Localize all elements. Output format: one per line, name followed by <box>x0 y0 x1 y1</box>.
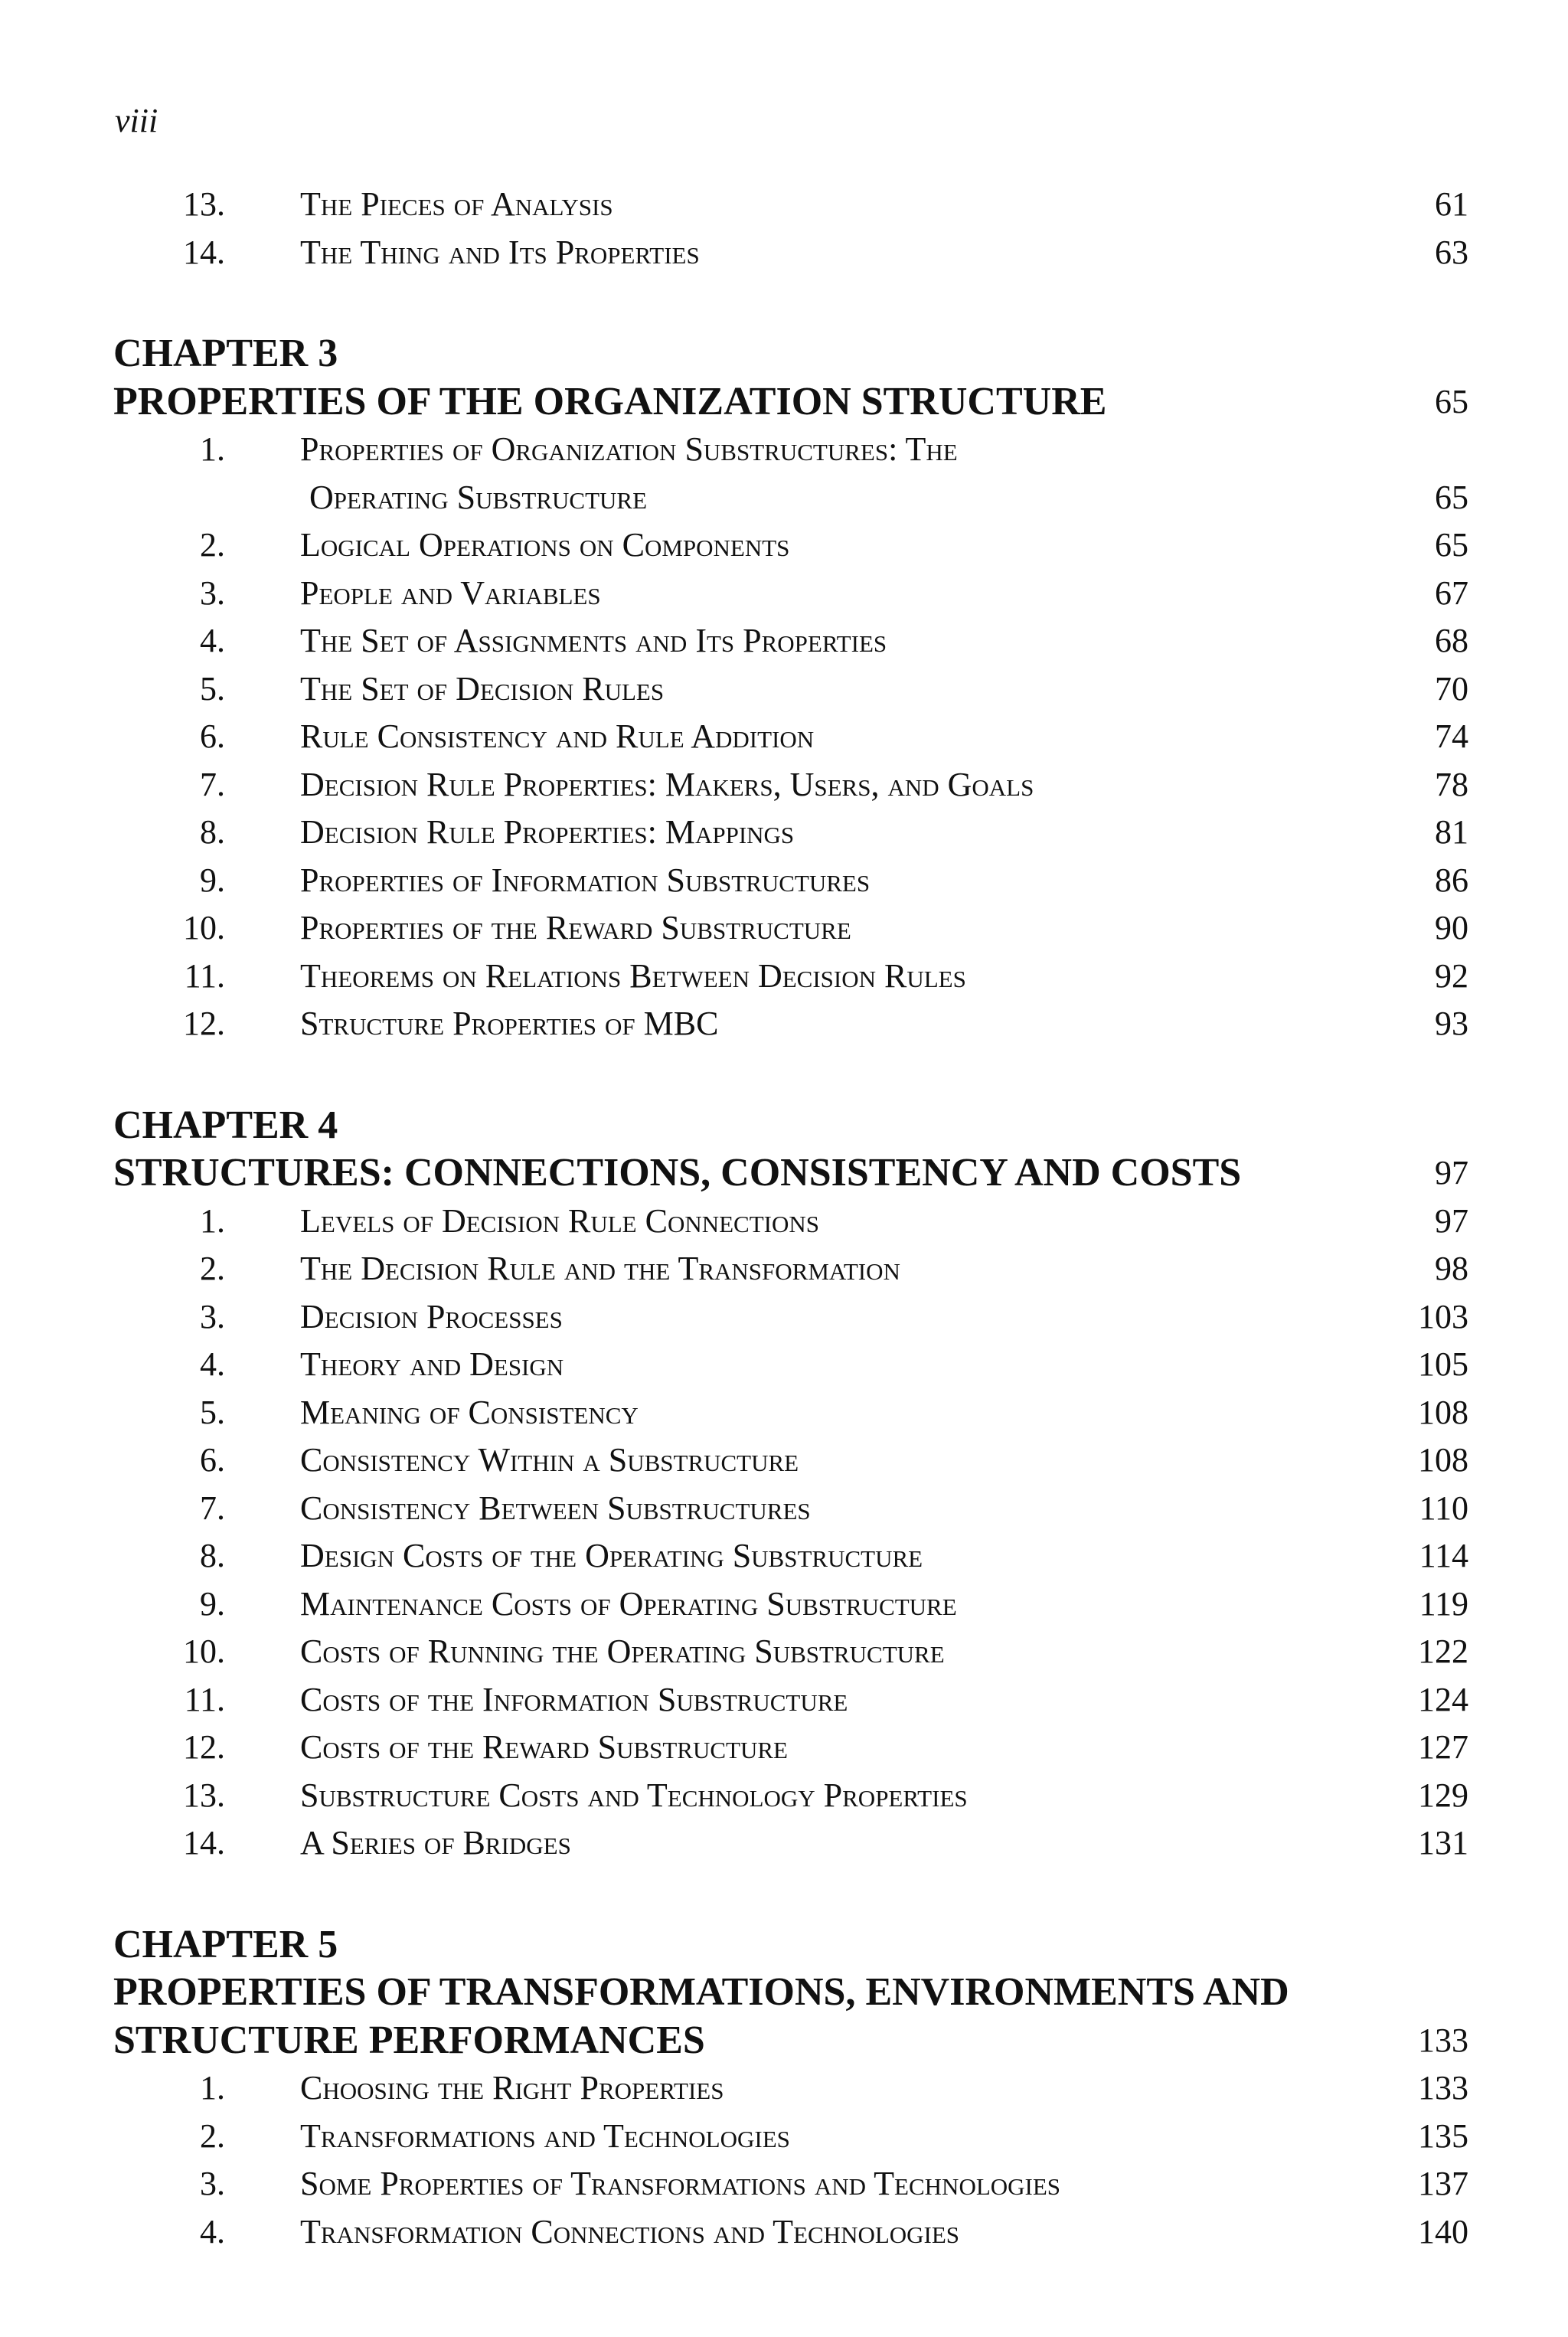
entry-number: 2. <box>200 2116 225 2155</box>
toc-entry <box>0 1485 1568 1532</box>
entry-page-number: 129 <box>1418 1776 1468 1814</box>
entry-title: People and Variables <box>300 574 601 612</box>
toc-entry <box>0 1772 1568 1819</box>
entry-title: Substructure Costs and Technology Properties <box>300 1776 968 1814</box>
entry-title: Consistency Within a Substructure <box>300 1441 799 1479</box>
entry-page-number: 63 <box>1435 233 1468 271</box>
chapter-label: CHAPTER 4 <box>113 1103 338 1147</box>
entry-page-number: 119 <box>1419 1584 1468 1623</box>
entry-page-number: 90 <box>1435 909 1468 946</box>
toc-entry <box>0 713 1568 760</box>
chapter-title-row <box>0 1969 1568 2016</box>
entry-page-number: 124 <box>1418 1680 1468 1718</box>
entry-title: Costs of the Reward Substructure <box>300 1728 788 1766</box>
entry-title: Rule Consistency and Rule Addition <box>300 717 815 755</box>
entry-page-number: 137 <box>1418 2165 1468 2202</box>
entry-title: The Thing and Its Properties <box>300 233 700 271</box>
entry-number: 6. <box>200 717 225 755</box>
chapter-title: STRUCTURES: CONNECTIONS, CONSISTENCY AND COSTS <box>113 1151 1242 1195</box>
entry-title: Transformation Connections and Technologies <box>300 2212 960 2250</box>
toc-entry <box>0 1389 1568 1437</box>
entry-page-number: 65 <box>1435 526 1468 564</box>
toc-entry <box>0 1628 1568 1675</box>
toc-entry <box>0 1293 1568 1341</box>
entry-title: Meaning of Consistency <box>300 1393 639 1431</box>
entry-page-number: 86 <box>1435 861 1468 899</box>
entry-number: 9. <box>200 1584 225 1623</box>
toc-entry <box>0 761 1568 809</box>
entry-number: 4. <box>200 622 225 659</box>
entry-number: 10. <box>183 1633 225 1670</box>
entry-number: 3. <box>200 574 225 612</box>
toc-entry <box>0 474 1568 521</box>
entry-page-number: 78 <box>1435 765 1468 803</box>
entry-number: 8. <box>200 813 225 851</box>
entry-title: Costs of the Information Substructure <box>300 1680 848 1718</box>
entry-page-number: 65 <box>1435 478 1468 516</box>
entry-page-number: 93 <box>1435 1005 1468 1042</box>
entry-title: Properties of the Reward Substructure <box>300 909 851 946</box>
entry-page-number: 81 <box>1435 813 1468 851</box>
toc-entry <box>0 1245 1568 1293</box>
entry-title: Transformations and Technologies <box>300 2116 790 2155</box>
entry-page-number: 135 <box>1418 2116 1468 2155</box>
entry-page-number: 127 <box>1418 1728 1468 1766</box>
entry-page-number: 70 <box>1435 669 1468 708</box>
page-folio: viii <box>115 102 158 139</box>
entry-page-number: 67 <box>1435 574 1468 612</box>
toc-entry <box>0 1437 1568 1484</box>
entry-title: Theory and Design <box>300 1345 564 1383</box>
entry-title: A Series of Bridges <box>300 1824 571 1861</box>
toc-entry <box>0 2064 1568 2112</box>
entry-page-number: 114 <box>1419 1537 1468 1574</box>
chapter-label-row <box>0 1921 1568 1969</box>
entry-number: 7. <box>200 1489 225 1527</box>
toc-entry <box>0 181 1568 228</box>
toc-entry <box>0 1000 1568 1048</box>
toc-entry <box>0 1819 1568 1867</box>
entry-page-number: 98 <box>1435 1250 1468 1287</box>
entry-page-number: 74 <box>1435 717 1468 755</box>
toc-entry <box>0 809 1568 856</box>
entry-title: The Pieces of Analysis <box>300 185 613 223</box>
toc-entry <box>0 904 1568 952</box>
entry-title: Maintenance Costs of Operating Substructure <box>300 1584 957 1623</box>
chapter-page-number: 65 <box>1435 382 1468 420</box>
chapter-label: CHAPTER 3 <box>113 332 338 375</box>
entry-number: 6. <box>200 1441 225 1479</box>
chapter-label-row <box>0 330 1568 378</box>
toc-entry <box>0 426 1568 473</box>
toc-entry <box>0 1676 1568 1724</box>
entry-title: Some Properties of Transformations and Technologies <box>300 2165 1061 2202</box>
entry-number: 3. <box>200 2165 225 2202</box>
toc-entry <box>0 1532 1568 1580</box>
entry-number: 3. <box>200 1297 225 1335</box>
toc-entry <box>0 2160 1568 2208</box>
toc-entry <box>0 857 1568 904</box>
entry-page-number: 140 <box>1418 2212 1468 2250</box>
entry-title: Costs of Running the Operating Substructure <box>300 1633 945 1670</box>
entry-number: 9. <box>200 861 225 899</box>
entry-number: 11. <box>184 956 225 995</box>
entry-page-number: 131 <box>1418 1824 1468 1861</box>
entry-page-number: 97 <box>1435 1201 1468 1240</box>
entry-number: 8. <box>200 1537 225 1574</box>
entry-title: The Set of Assignments and Its Properties <box>300 622 887 659</box>
chapter-label-row <box>0 1102 1568 1149</box>
entry-title: Choosing the Right Properties <box>300 2069 724 2107</box>
entry-title: Decision Processes <box>300 1297 563 1335</box>
entry-number: 14. <box>183 233 225 271</box>
entry-number: 4. <box>200 2212 225 2250</box>
entry-page-number: 108 <box>1418 1393 1468 1431</box>
toc-entry <box>0 1724 1568 1771</box>
entry-number: 1. <box>200 1201 225 1240</box>
entry-title: The Set of Decision Rules <box>300 669 665 708</box>
entry-number: 12. <box>183 1005 225 1042</box>
entry-number: 1. <box>200 2069 225 2107</box>
toc-entry <box>0 665 1568 713</box>
entry-title: Structure Properties of MBC <box>300 1005 719 1042</box>
toc-entry <box>0 570 1568 617</box>
chapter-title-row <box>0 2017 1568 2064</box>
entry-title: Decision Rule Properties: Makers, Users, and Goals <box>300 765 1034 803</box>
entry-title: Decision Rule Properties: Mappings <box>300 813 795 851</box>
entry-title: Theorems on Relations Between Decision Rules <box>300 956 966 995</box>
chapter-title: PROPERTIES OF THE ORGANIZATION STRUCTURE <box>113 379 1107 423</box>
entry-title: Levels of Decision Rule Connections <box>300 1201 819 1240</box>
entry-page-number: 103 <box>1418 1297 1468 1335</box>
toc-entry <box>0 1198 1568 1245</box>
chapter-page-number: 97 <box>1435 1154 1468 1191</box>
entry-title: The Decision Rule and the Transformation <box>300 1250 900 1287</box>
toc-entry <box>0 2208 1568 2256</box>
chapter-label: CHAPTER 5 <box>113 1922 338 1966</box>
entry-page-number: 61 <box>1435 185 1468 223</box>
toc-entry <box>0 521 1568 569</box>
toc-entry <box>0 617 1568 665</box>
entry-number: 4. <box>200 1345 225 1383</box>
entry-number: 7. <box>200 765 225 803</box>
entry-number: 5. <box>200 669 225 708</box>
entry-number: 11. <box>184 1680 225 1718</box>
entry-page-number: 110 <box>1419 1489 1468 1527</box>
entry-title: Operating Substructure <box>309 478 648 516</box>
toc-entry <box>0 2113 1568 2160</box>
entry-number: 14. <box>183 1824 225 1861</box>
entry-page-number: 122 <box>1418 1633 1468 1670</box>
chapter-title-row <box>0 1149 1568 1197</box>
toc-entry <box>0 1341 1568 1388</box>
chapter-title: STRUCTURE PERFORMANCES <box>113 2018 705 2062</box>
entry-number: 13. <box>183 1776 225 1814</box>
entry-title: Properties of Organization Substructures: The <box>300 430 958 468</box>
entry-number: 5. <box>200 1393 225 1431</box>
entry-number: 13. <box>183 185 225 223</box>
entry-page-number: 68 <box>1435 622 1468 659</box>
entry-page-number: 105 <box>1418 1345 1468 1383</box>
entry-number: 2. <box>200 1250 225 1287</box>
entry-title: Consistency Between Substructures <box>300 1489 811 1527</box>
entry-title: Properties of Information Substructures <box>300 861 871 899</box>
entry-title: Design Costs of the Operating Substructure <box>300 1537 923 1574</box>
entry-page-number: 92 <box>1435 956 1468 995</box>
entry-title: Logical Operations on Components <box>300 526 790 564</box>
entry-number: 10. <box>183 909 225 946</box>
toc-entry <box>0 1580 1568 1628</box>
toc-entry <box>0 953 1568 1000</box>
entry-page-number: 108 <box>1418 1441 1468 1479</box>
entry-page-number: 133 <box>1418 2069 1468 2107</box>
chapter-title-row <box>0 378 1568 426</box>
chapter-page-number: 133 <box>1418 2021 1468 2059</box>
chapter-title: PROPERTIES OF TRANSFORMATIONS, ENVIRONMENTS AND <box>113 1970 1289 2014</box>
toc-entry <box>0 229 1568 276</box>
entry-number: 12. <box>183 1728 225 1766</box>
entry-number: 1. <box>200 430 225 468</box>
entry-number: 2. <box>200 526 225 564</box>
